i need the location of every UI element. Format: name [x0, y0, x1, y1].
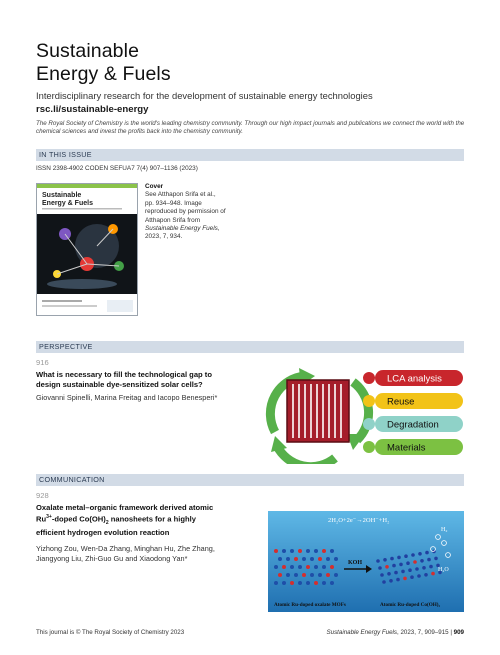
- cover-title-line1: Sustainable: [42, 192, 82, 199]
- communication-authors-line2: Jiangyong Liu, Zhi-Guo Gu and Xiaodong Yan*: [36, 553, 188, 563]
- perspective-authors: Giovanni Spinelli, Marina Freitag and Iacopo Benesperi*: [36, 393, 218, 402]
- molecule-icon: [363, 441, 375, 453]
- cover-caption-line4: Atthapon Srifa from: [145, 216, 201, 224]
- h2-label: H₂: [441, 527, 448, 533]
- cover-image[interactable]: [36, 183, 138, 316]
- cover-label: Cover: [145, 183, 164, 190]
- communication-graphic[interactable]: [268, 511, 464, 612]
- koh-label: KOH: [348, 560, 363, 566]
- pill-lca-analysis: [363, 370, 463, 386]
- communication-authors-line1: Yizhong Zou, Wen-Da Zhang, Minghan Hu, Zhe Zhang,: [36, 544, 215, 553]
- perspective-title-line2: design sustainable dye-sensitized solar cells?: [36, 379, 203, 389]
- perspective-title-line1: What is necessary to fill the technological gap to: [36, 370, 212, 379]
- pill-degradation: [363, 416, 463, 432]
- perspective-graphic[interactable]: [265, 362, 465, 464]
- pill-label: Materials: [387, 442, 426, 454]
- pill-reuse: [363, 393, 463, 409]
- green-arrow-icon-2: [353, 382, 369, 440]
- rain-cloud-icon: [363, 418, 375, 430]
- pill-label: Reuse: [387, 396, 415, 408]
- journal-title-line1: Sustainable: [36, 40, 140, 62]
- green-arrow-icon-3: [277, 446, 335, 464]
- journal-title: [36, 40, 171, 86]
- communication-article-title[interactable]: [36, 503, 213, 538]
- communication-title-line3: efficient hydrogen evolution reaction: [36, 528, 170, 538]
- journal-tagline: Interdisciplinary research for the development of sustainable energy technologies: [36, 90, 373, 101]
- cover-caption: [145, 183, 260, 242]
- section-bar-perspective: PERSPECTIVE: [36, 341, 464, 353]
- rsc-description: The Royal Society of Chemistry is the world's leading chemistry community. Through our high impact journals and publications we connect the world with the chemical sciences and invest the profits back into the chemistry community.: [36, 120, 465, 135]
- communication-title-line1: Oxalate metal–organic framework derived atomic: [36, 503, 214, 512]
- right-caption: Atomic Ru-doped Co(OH)₂: [380, 602, 441, 608]
- footer-citation-rest: , 2023, 7, 909–915 |: [397, 629, 454, 636]
- cover-caption-line1: See Atthapon Srifa et al.,: [145, 191, 216, 199]
- left-caption: Atomic Ru-doped oxalate MOFs: [274, 602, 346, 608]
- communication-title-line2: $Ru^{3+}$-doped $Co(OH)_2$ nanosheets for a highly: [36, 513, 196, 526]
- journal-url-link[interactable]: rsc.li/sustainable-energy: [36, 104, 149, 115]
- journal-title-line2: Energy & Fuels: [36, 63, 171, 85]
- section-bar-communication: COMMUNICATION: [36, 474, 464, 486]
- communication-authors: [36, 544, 215, 564]
- dssc-lifecycle-graphic: [265, 362, 465, 464]
- reaction-equation: 2H₂O+2e⁻→2OH⁻+H₂: [328, 517, 390, 524]
- pill-label: LCA analysis: [387, 373, 442, 385]
- cover-caption-line5: Sustainable Energy Fuels,: [145, 225, 220, 233]
- perspective-page-number: 916: [36, 358, 49, 367]
- cover-caption-line2: pp. 934–948. Image: [145, 199, 202, 207]
- h2o-label: H₂O: [438, 567, 449, 573]
- cover-caption-line3: reproduced by permission of: [145, 208, 226, 216]
- recycle-icon: [363, 395, 375, 407]
- issn-line: ISSN 2398-4902 CODEN SEFUA7 7(4) 907–1136 (2023): [36, 165, 198, 172]
- perspective-article-title[interactable]: [36, 370, 212, 389]
- footer-page-number: 909: [453, 629, 464, 636]
- footer-citation: [327, 629, 465, 636]
- ru-doped-coh2-graphic: [268, 511, 464, 612]
- communication-page-number: 928: [36, 491, 49, 500]
- money-bag-icon: [363, 372, 375, 384]
- footer-copyright: This journal is © The Royal Society of Chemistry 2023: [36, 629, 185, 636]
- solar-panel-icon: [287, 380, 349, 442]
- cover-caption-line6: 2023, 7, 934.: [145, 233, 183, 241]
- footer-journal-name: Sustainable Energy Fuels: [326, 629, 398, 636]
- cover-title-line2: Energy & Fuels: [42, 200, 93, 207]
- pill-label: Degradation: [387, 419, 439, 431]
- cover-artwork: [37, 184, 138, 316]
- pill-materials: [363, 439, 463, 455]
- section-bar-in-this-issue: IN THIS ISSUE: [36, 149, 464, 161]
